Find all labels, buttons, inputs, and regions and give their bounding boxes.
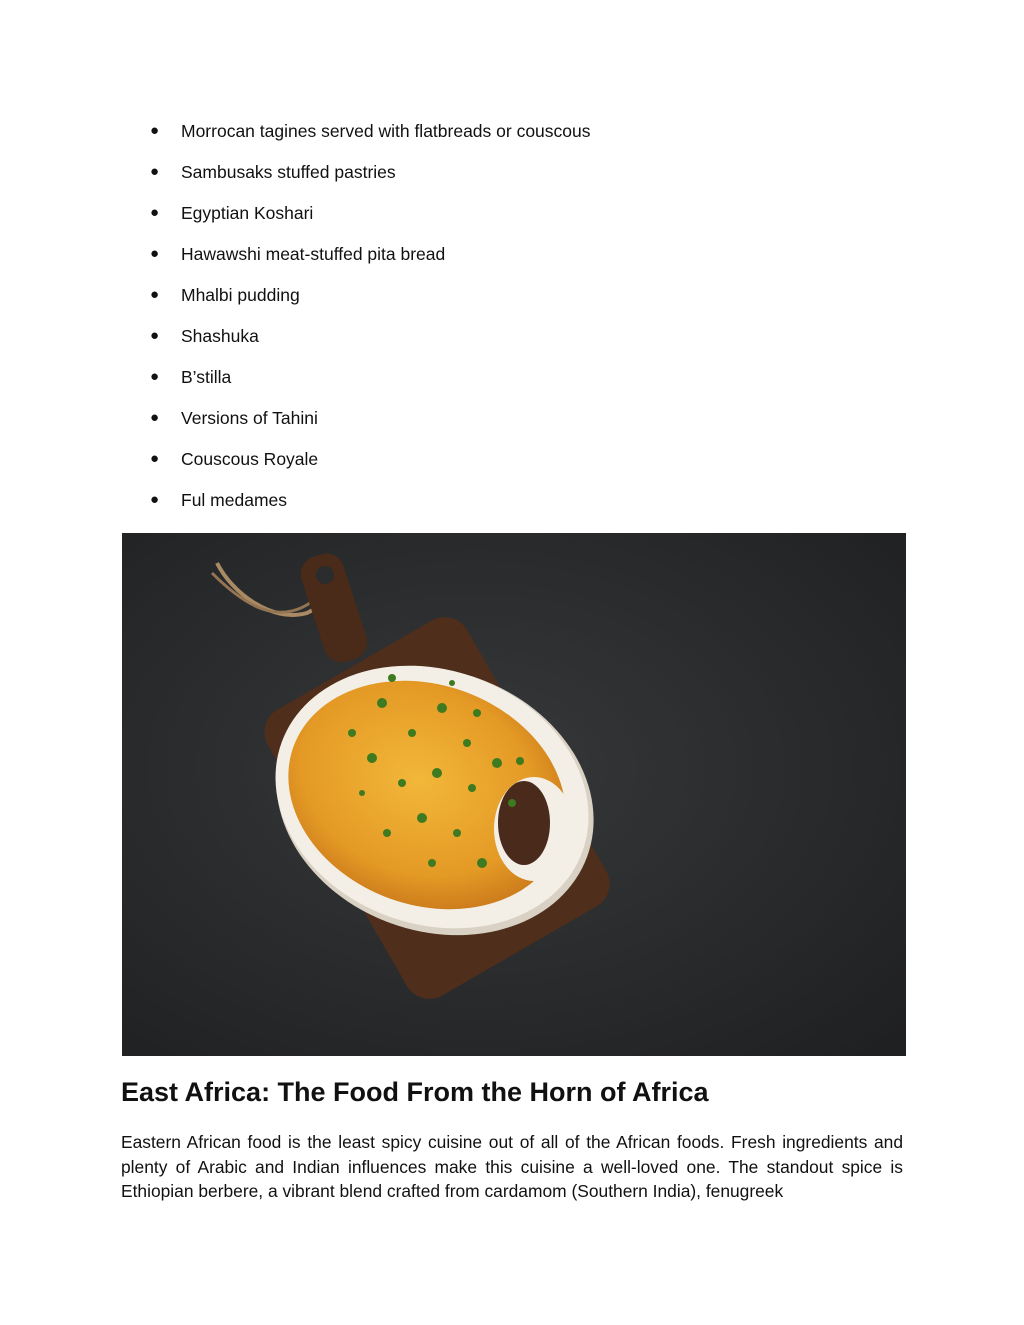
list-item-text: Versions of Tahini (181, 408, 318, 428)
bullet-icon: ● (150, 491, 160, 508)
list-item (150, 241, 591, 282)
bullet-icon: ● (150, 286, 160, 303)
meat-filling (498, 781, 550, 865)
bullet-icon: ● (150, 163, 160, 180)
bullet-icon: ● (150, 368, 160, 385)
dish-list (150, 118, 591, 528)
section-paragraph: Eastern African food is the least spicy cuisine out of all of the African foods. Fresh ingredients and plenty of Arabic and Indian influences make this cuisine a well-loved one. The standout spice is Ethiopian berbere, a vibrant blend crafted from cardamom (Southern India), fenugreek (121, 1132, 903, 1201)
list-item (150, 323, 591, 364)
list-item-text: Sambusaks stuffed pastries (181, 162, 396, 182)
bullet-icon: ● (150, 245, 160, 262)
bullet-icon: ● (150, 450, 160, 467)
list-item-text: B’stilla (181, 367, 232, 387)
list-item (150, 364, 591, 405)
list-item (150, 282, 591, 323)
list-item-text: Mhalbi pudding (181, 285, 300, 305)
bullet-icon: ● (150, 327, 160, 344)
section-heading: East Africa: The Food From the Horn of Africa (121, 1077, 709, 1107)
list-item-text: Shashuka (181, 326, 259, 346)
list-item (150, 446, 591, 487)
list-item-text: Ful medames (181, 490, 288, 510)
bullet-icon: ● (150, 204, 160, 221)
list-item (150, 118, 591, 159)
list-item (150, 159, 591, 200)
bullet-icon: ● (150, 122, 160, 139)
list-item (150, 405, 591, 446)
list-item-text: Couscous Royale (181, 449, 319, 469)
list-item (150, 200, 591, 241)
bullet-icon: ● (150, 409, 160, 426)
list-item (150, 487, 591, 528)
food-photo-illustration (122, 533, 906, 1056)
list-item-text: Egyptian Koshari (181, 203, 314, 223)
list-item-text: Morrocan tagines served with flatbreads or couscous (181, 121, 591, 141)
food-photo (122, 533, 906, 1056)
list-item-text: Hawawshi meat-stuffed pita bread (181, 244, 446, 264)
